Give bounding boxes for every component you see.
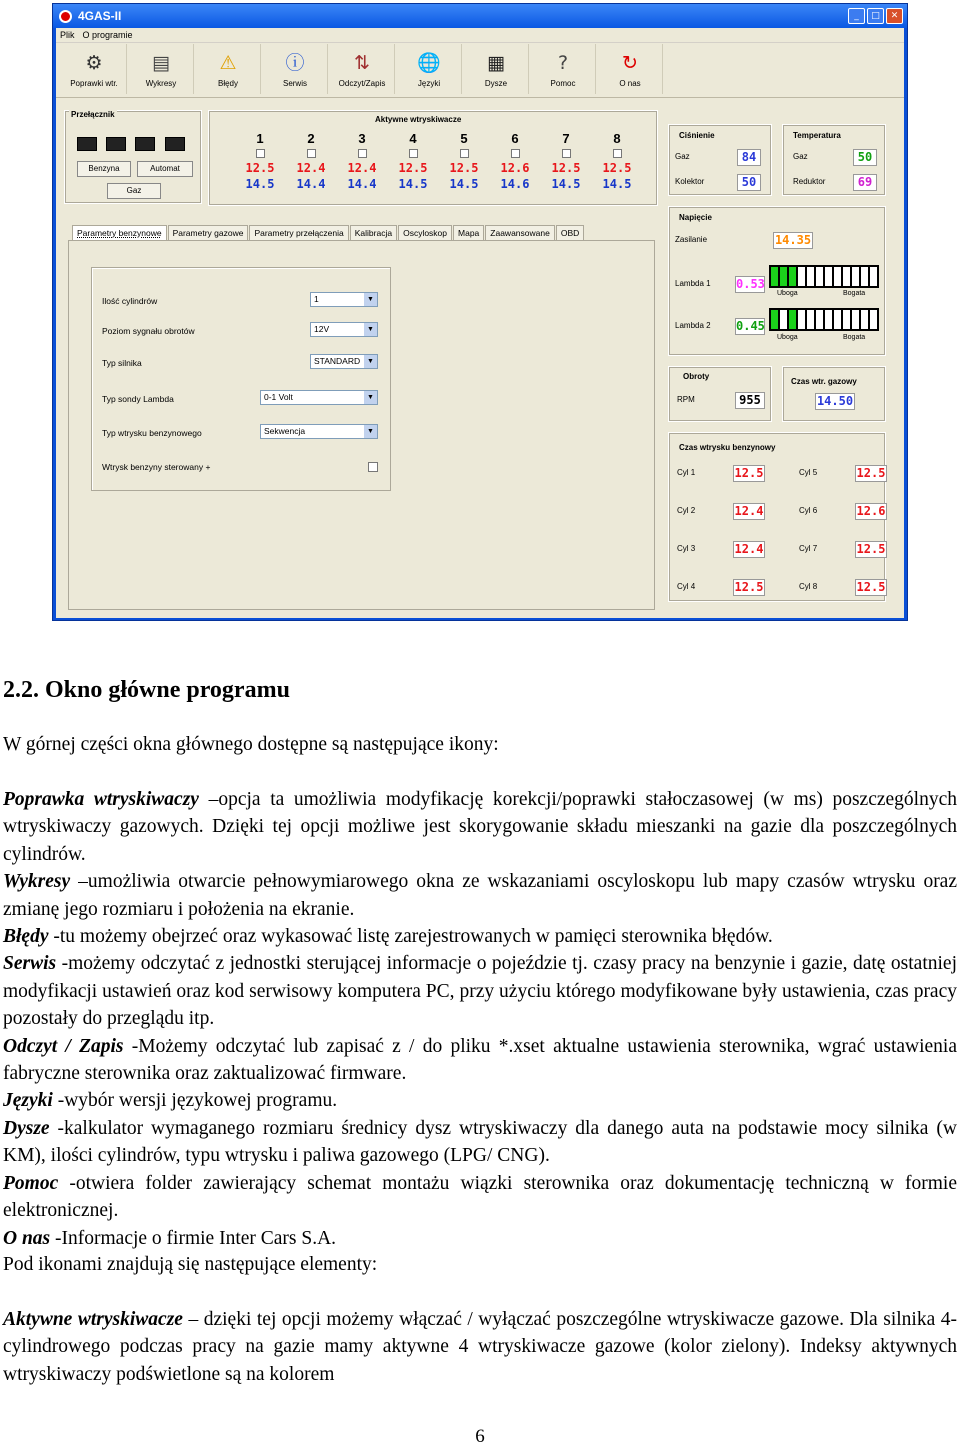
lambda-bar-segment: [834, 267, 841, 286]
injector-value-a: 12.5: [602, 161, 632, 175]
active-injectors-term: Aktywne wtryskiwacze: [3, 1309, 183, 1330]
toolbar-button-label: O nas: [619, 79, 641, 88]
lambda-type-select[interactable]: [260, 390, 378, 405]
icon-text: -kalkulator wymaganego rozmiaru średnicy dysz wtryskiwaczy dla danego auta na podstawie mocy silnika (w KM), ilości cylindrów, typu wtrysku i paliwa gazowego (LPG/ CNG).: [3, 1117, 957, 1167]
icon-term: Poprawka wtryskiwaczy: [3, 789, 199, 810]
toolbar-button-4[interactable]: [330, 44, 395, 94]
tab-3[interactable]: Kalibracja: [350, 225, 397, 241]
petrol-time-label: Cyl 5: [799, 468, 818, 477]
icon-text: -Możemy odczytać lub zapisać z / do pliku *.xset aktualne ustawienia sterownika, wgrać ustawienia fabryczne sterownika oraz zaktualizować firmware.: [3, 1035, 958, 1085]
injector-checkbox[interactable]: [256, 149, 265, 158]
petrol-time-value: 12.5: [734, 580, 764, 594]
help-icon: ?: [557, 51, 569, 74]
injector-value-b: 14.5: [551, 177, 581, 191]
toolbar-button-label: Błędy: [217, 79, 238, 88]
icon-description: [3, 1115, 957, 1170]
icon-text: –umożliwia otwarcie pełnowymiarowego okna ze wskazaniami oscyloskopu lub mapy czasów wtrysku oraz zmianę jego rozmiaru i położenia na ekranie.: [3, 871, 957, 920]
injector-checkbox[interactable]: [562, 149, 571, 158]
injector-value-b: 14.5: [602, 177, 632, 191]
lambda-bar-segment: [843, 310, 850, 329]
petrol-time-label: Cyl 7: [799, 544, 818, 553]
toolbar-button-label: Dysze: [484, 79, 508, 88]
app-logo-icon: [59, 10, 72, 23]
lambda-bar-segment: [816, 267, 823, 286]
icon-description: [3, 786, 957, 868]
petrol-time-label: Cyl 2: [677, 506, 696, 515]
lambda-bar-segment: [771, 310, 778, 329]
zasilanie-value: 14.35: [774, 233, 812, 247]
injector-checkbox[interactable]: [409, 149, 418, 158]
pressure-kolektor-value: 50: [737, 174, 761, 191]
cyl-label: Ilość cylindrów: [102, 296, 158, 306]
window-client: [56, 28, 904, 618]
lambda-bar-segment: [843, 267, 850, 286]
temperature-panel: [782, 124, 886, 196]
pressure-gaz-value: 84: [737, 149, 761, 166]
toolbar-button-3[interactable]: [263, 44, 328, 94]
engine-label: Typ silnika: [102, 358, 142, 368]
rpm-signal-label: Poziom sygnału obrotów: [102, 326, 195, 336]
controlled-checkbox[interactable]: [368, 462, 378, 472]
tab-5[interactable]: Mapa: [453, 225, 484, 241]
icon-term: O nas: [3, 1227, 51, 1249]
pressure-title: Ciśnienie: [679, 131, 715, 140]
toolbar-button-0[interactable]: [62, 44, 127, 94]
temperature-reduktor-label: Reduktor: [793, 177, 826, 186]
injector-value-b: 14.5: [398, 177, 428, 191]
injector-value-a: 12.5: [398, 161, 428, 175]
lambda-bar-segment: [789, 267, 796, 286]
icon-term: Odczyt / Zapis: [3, 1035, 124, 1057]
gas-time-title: Czas wtr. gazowy: [791, 377, 857, 386]
lambda-bar-segment: [780, 267, 787, 286]
tab-1[interactable]: Parametry gazowe: [168, 225, 249, 241]
tab-0[interactable]: Parametry benzynowe: [72, 225, 167, 241]
injector-value-b: 14.6: [500, 177, 530, 191]
temperature-reduktor-value: 69: [853, 174, 877, 191]
icon-description: [3, 1170, 957, 1225]
info-icon: ⓘ: [285, 51, 305, 74]
petrol-time-label: Cyl 1: [677, 468, 696, 477]
tab-4[interactable]: Oscyloskop: [398, 225, 452, 241]
cyl-value: 1: [314, 294, 319, 304]
tab-strip: [72, 225, 585, 241]
injector-value-a: 12.5: [551, 161, 581, 175]
lambda-type-value: 0-1 Volt: [264, 392, 293, 402]
icon-descriptions: [3, 786, 957, 1252]
petrol-time-label: Cyl 8: [799, 582, 818, 591]
petrol-time-value: 12.4: [734, 504, 764, 518]
gas-time-panel: [782, 366, 886, 422]
petrol-time-label: Cyl 4: [677, 582, 696, 591]
lambda-bar-segment: [798, 267, 805, 286]
app-window: [52, 3, 908, 621]
injector-7: [543, 131, 589, 192]
lambda2-bogata: Bogata: [843, 334, 866, 341]
lambda1-value: 0.53: [736, 277, 765, 291]
toolbar: [56, 44, 904, 98]
voltage-title: Napięcie: [679, 213, 712, 222]
injector-value-b: 14.5: [245, 177, 275, 191]
window-title: 4GAS-II: [78, 9, 122, 23]
lambda-bar-segment: [825, 310, 832, 329]
petrol-time-value: 12.6: [856, 504, 886, 518]
benzyna-button[interactable]: Benzyna: [77, 161, 131, 177]
injector-checkbox[interactable]: [511, 149, 520, 158]
lambda-bar-segment: [807, 310, 814, 329]
injector-6: [492, 131, 538, 192]
injector-checkbox[interactable]: [460, 149, 469, 158]
injector-value-b: 14.4: [296, 177, 326, 191]
automat-button[interactable]: Automat: [137, 161, 193, 177]
petrol-time-panel: [668, 432, 886, 602]
injector-checkbox[interactable]: [307, 149, 316, 158]
icon-description: [3, 1225, 957, 1252]
injector-8: [594, 131, 640, 192]
gas-time-value: 14.50: [816, 394, 854, 408]
lambda2-value: 0.45: [736, 319, 765, 333]
toolbar-button-label: Odczyt/Zapis: [338, 79, 386, 88]
lambda2-label: Lambda 2: [675, 321, 711, 330]
chevron-down-icon: ▼: [364, 323, 377, 336]
lambda2-uboga: Uboga: [777, 334, 798, 341]
injection-type-value: Sekwencja: [264, 426, 306, 436]
injection-type-label: Typ wtrysku benzynowego: [102, 428, 202, 438]
warning-icon: ⚠: [219, 51, 237, 74]
controlled-label: Wtrysk benzyny sterowany +: [102, 462, 211, 472]
petrol-time-label: Cyl 3: [677, 544, 696, 553]
petrol-time-label: Cyl 6: [799, 506, 818, 515]
injector-index: 5: [460, 131, 468, 146]
voltage-panel: [668, 206, 886, 356]
zasilanie-label: Zasilanie: [675, 235, 708, 244]
chevron-down-icon: ▼: [364, 293, 377, 306]
intro-paragraph: W górnej części okna głównego dostępne są następujące ikony:: [3, 734, 499, 755]
toolbar-button-label: Wykresy: [145, 79, 177, 88]
page-number: 6: [475, 1426, 485, 1447]
petrol-time-title: Czas wtrysku benzynowy: [679, 443, 776, 452]
minimize-button[interactable]: _: [848, 8, 865, 24]
petrol-time-value: 12.5: [856, 466, 886, 480]
below-icons-text: Pod ikonami znajdują się następujące elementy:: [3, 1254, 378, 1275]
active-injectors-title: Aktywne wtryskiwacze: [375, 115, 462, 124]
icon-text: -możemy odczytać z jednostki sterującej informacje o pojeździe tj. czasy pracy na benzynie i gazie, datę ostatniej modyfikacji ustawień oraz kod serwisowy komputera PC, przy użyciu którego modyfikowane były ustawienia, czas pracy pozostały do przeglądu itp.: [3, 953, 957, 1030]
injector-index: 1: [256, 131, 264, 146]
rpm-value: 955: [735, 392, 765, 409]
icon-text: -Informacje o firmie Inter Cars S.A.: [50, 1227, 337, 1249]
petrol-time-value: 12.4: [734, 542, 764, 556]
injector-5: [441, 131, 487, 192]
rpm-signal-value: 12V: [314, 324, 330, 334]
lambda-bar-segment: [870, 267, 877, 286]
lambda-bar-segment: [798, 310, 805, 329]
section-heading: 2.2. Okno główne programu: [3, 677, 290, 703]
lambda1-bogata: Bogata: [843, 290, 866, 297]
toolbar-button-8[interactable]: [598, 44, 663, 94]
injector-value-b: 14.5: [449, 177, 479, 191]
injector-value-b: 14.4: [347, 177, 377, 191]
icon-term: Serwis: [3, 953, 57, 975]
lambda2-bar: [769, 308, 879, 331]
lambda-bar-segment: [861, 267, 868, 286]
about-icon: ↻: [622, 51, 638, 74]
switch-led-4: [165, 137, 185, 151]
injector-index: 3: [358, 131, 366, 146]
pressure-panel: [668, 124, 772, 196]
temperature-gaz-label: Gaz: [793, 152, 808, 161]
lambda-bar-segment: [807, 267, 814, 286]
lambda-bar-segment: [771, 267, 778, 286]
injector-value-a: 12.4: [347, 161, 377, 175]
petrol-params-form: [91, 267, 391, 491]
tab-panel: [68, 240, 655, 610]
injector-2: [288, 131, 334, 192]
petrol-time-value: 12.5: [856, 542, 886, 556]
lambda1-uboga: Uboga: [777, 290, 798, 297]
icon-description: [3, 1087, 957, 1114]
icon-text: -wybór wersji językowej programu.: [52, 1090, 338, 1112]
injector-checkbox[interactable]: [358, 149, 367, 158]
lambda1-bar: [769, 265, 879, 288]
menu-bar: [56, 28, 904, 43]
tab-2[interactable]: Parametry przełączenia: [249, 225, 348, 241]
lambda-bar-segment: [852, 310, 859, 329]
switch-panel-title: Przełącznik: [71, 110, 115, 119]
icon-term: Dysze: [3, 1117, 50, 1139]
icon-text: -otwiera folder zawierający schemat montażu wiązki sterownika oraz dokumentację techniczną w formie elektronicznej.: [3, 1172, 957, 1222]
lambda-bar-segment: [852, 267, 859, 286]
pressure-kolektor-label: Kolektor: [675, 177, 705, 186]
icon-description: [3, 868, 957, 923]
lambda1-label: Lambda 1: [675, 279, 711, 288]
chevron-down-icon: ▼: [364, 391, 377, 404]
rpm-title: Obroty: [683, 372, 710, 381]
lambda-type-label: Typ sondy Lambda: [102, 394, 174, 404]
title-bar: [53, 4, 907, 28]
active-injectors-paragraph: [3, 1306, 957, 1388]
lambda-bar-segment: [870, 310, 877, 329]
temperature-gaz-value: 50: [853, 149, 877, 166]
icon-description: [3, 1033, 957, 1088]
switch-panel: [64, 110, 202, 204]
active-injectors-panel: [208, 110, 658, 206]
injector-index: 2: [307, 131, 315, 146]
icon-description: [3, 923, 957, 950]
toolbar-button-label: Pomoc: [550, 79, 576, 88]
petrol-time-value: 12.5: [734, 466, 764, 480]
read-write-icon: ⇅: [354, 51, 370, 74]
switch-led-3: [135, 137, 155, 151]
gaz-button[interactable]: Gaz: [107, 183, 161, 199]
icon-text: -tu możemy obejrzeć oraz wykasować listę zarejestrowanych w pamięci sterownika błędów.: [48, 926, 773, 948]
injector-value-a: 12.6: [500, 161, 530, 175]
icon-term: Języki: [3, 1090, 53, 1112]
menu-plik[interactable]: Plik: [60, 30, 75, 40]
maximize-button[interactable]: □: [867, 8, 884, 24]
petrol-time-value: 12.5: [856, 580, 886, 594]
injector-1: [237, 131, 283, 192]
engine-select[interactable]: [310, 354, 378, 369]
injector-index: 8: [613, 131, 621, 146]
icon-term: Wykresy: [3, 871, 71, 893]
tab-6[interactable]: Zaawansowane: [485, 225, 555, 241]
injector-checkbox[interactable]: [613, 149, 622, 158]
temperature-title: Temperatura: [793, 131, 841, 140]
injector-fix-icon: ⚙: [85, 51, 103, 74]
toolbar-button-label: Poprawki wtr.: [70, 79, 118, 88]
lambda-bar-segment: [825, 267, 832, 286]
injector-index: 4: [409, 131, 417, 146]
engine-value: STANDARD: [314, 356, 361, 366]
icon-text: –opcja ta umożliwia modyfikację korekcji/poprawki stałoczasowej (w ms) poszczególnych wtryskiwaczy gazowych. Dzięki tej opcji możliwe jest skorygowanie składu mieszanki na gazie dla poszczególnych cylindrów.: [3, 789, 957, 865]
rpm-panel: [668, 366, 772, 422]
injector-value-a: 12.5: [245, 161, 275, 175]
chevron-down-icon: ▼: [364, 355, 377, 368]
chart-icon: ▤: [152, 51, 170, 74]
toolbar-button-2[interactable]: [196, 44, 261, 94]
menu-o-programie[interactable]: O programie: [82, 30, 133, 40]
toolbar-button-6[interactable]: [464, 44, 529, 94]
switch-led-2: [106, 137, 126, 151]
toolbar-button-5[interactable]: [397, 44, 462, 94]
lambda-bar-segment: [816, 310, 823, 329]
switch-led-1: [77, 137, 97, 151]
icon-description: [3, 950, 957, 1032]
injector-value-a: 12.4: [296, 161, 326, 175]
globe-icon: 🌐: [417, 51, 441, 74]
injection-type-select[interactable]: [260, 424, 378, 439]
injector-3: [339, 131, 385, 192]
injector-index: 7: [562, 131, 570, 146]
toolbar-button-7[interactable]: [531, 44, 596, 94]
rpm-label: RPM: [677, 395, 695, 404]
rpm-signal-select[interactable]: [310, 322, 378, 337]
injector-4: [390, 131, 436, 192]
tab-7[interactable]: OBD: [556, 225, 584, 241]
injector-value-a: 12.5: [449, 161, 479, 175]
toolbar-button-1[interactable]: [129, 44, 194, 94]
lambda-bar-segment: [780, 310, 787, 329]
active-injectors-text: – dzięki tej opcji możemy włączać / wyłączać poszczególne wtryskiwacze gazowe. Dla silnika 4-cylindrowego podczas pracy na gazie mamy aktywne 4 wtryskiwacze gazowe (kolor zielony). Indeksy aktywnych wtryskiwaczy podświetlone są na kolorem: [3, 1309, 957, 1385]
icon-term: Pomoc: [3, 1172, 59, 1194]
icon-term: Błędy: [3, 926, 49, 948]
close-button[interactable]: ✕: [886, 8, 903, 24]
toolbar-button-label: Języki: [417, 79, 441, 88]
pressure-gaz-label: Gaz: [675, 152, 690, 161]
lambda-bar-segment: [834, 310, 841, 329]
chevron-down-icon: ▼: [364, 425, 377, 438]
lambda-bar-segment: [789, 310, 796, 329]
toolbar-button-label: Serwis: [282, 79, 307, 88]
nozzle-icon: ▦: [487, 51, 505, 74]
injector-index: 6: [511, 131, 519, 146]
lambda-bar-segment: [861, 310, 868, 329]
cyl-select[interactable]: [310, 292, 378, 307]
